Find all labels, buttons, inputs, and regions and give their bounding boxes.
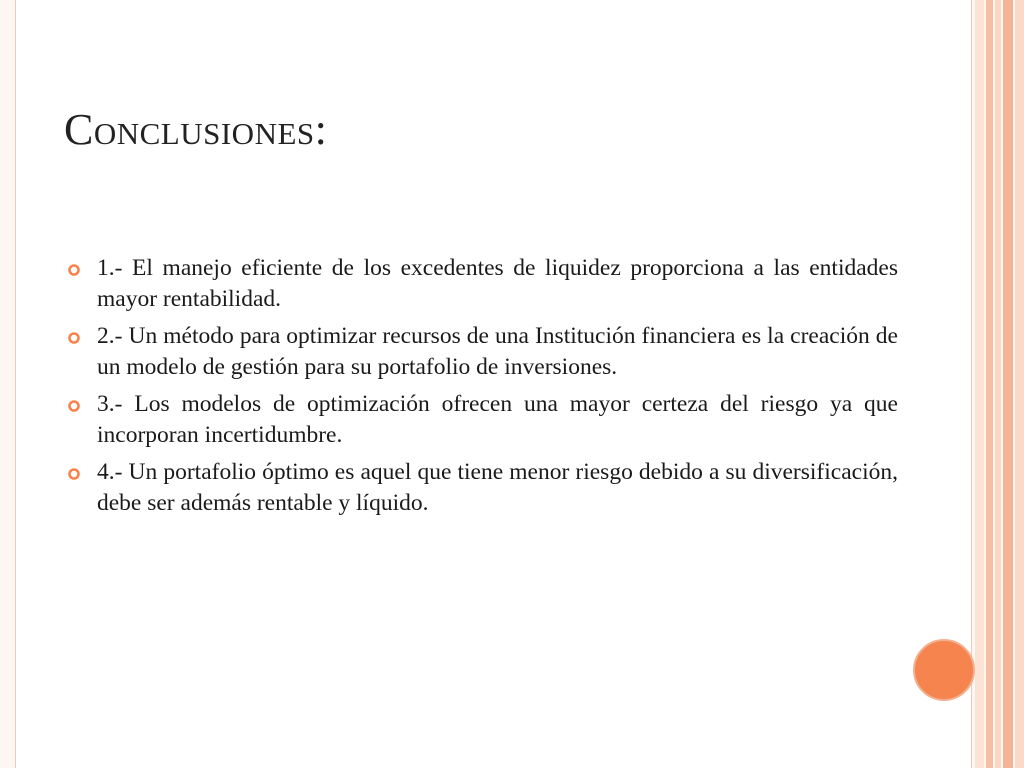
list-item	[64, 389, 898, 451]
list-item	[64, 457, 898, 519]
slide-title: Conclusiones:	[64, 105, 328, 154]
circle-ring-icon	[67, 467, 81, 481]
list-item-text: 1.- El manejo eficiente de los excedentes de liquidez proporciona a las entidades mayor rentabilidad.	[97, 255, 898, 312]
list-item	[64, 321, 898, 383]
circle-ring-icon	[67, 399, 81, 413]
list-item-text: 2.- Un método para optimizar recursos de una Institución financiera es la creación de un modelo de gestión para su portafolio de inversiones.	[97, 323, 898, 380]
decorative-stripe	[995, 0, 1001, 768]
list-item-text: 4.- Un portafolio óptimo es aquel que tiene menor riesgo debido a su diversificación, debe ser además rentable y líquido.	[97, 459, 898, 516]
decorative-stripe	[986, 0, 993, 768]
list-item	[64, 253, 898, 315]
decorative-stripe	[1003, 0, 1013, 768]
conclusions-list	[64, 253, 898, 525]
orange-circle-decoration	[913, 639, 975, 701]
decorative-stripe	[1015, 0, 1024, 768]
circle-ring-icon	[67, 331, 81, 345]
circle-ring-icon	[67, 263, 81, 277]
decorative-stripe	[975, 0, 984, 768]
list-item-text: 3.- Los modelos de optimización ofrecen una mayor certeza del riesgo ya que incorporan incertidumbre.	[97, 391, 898, 448]
